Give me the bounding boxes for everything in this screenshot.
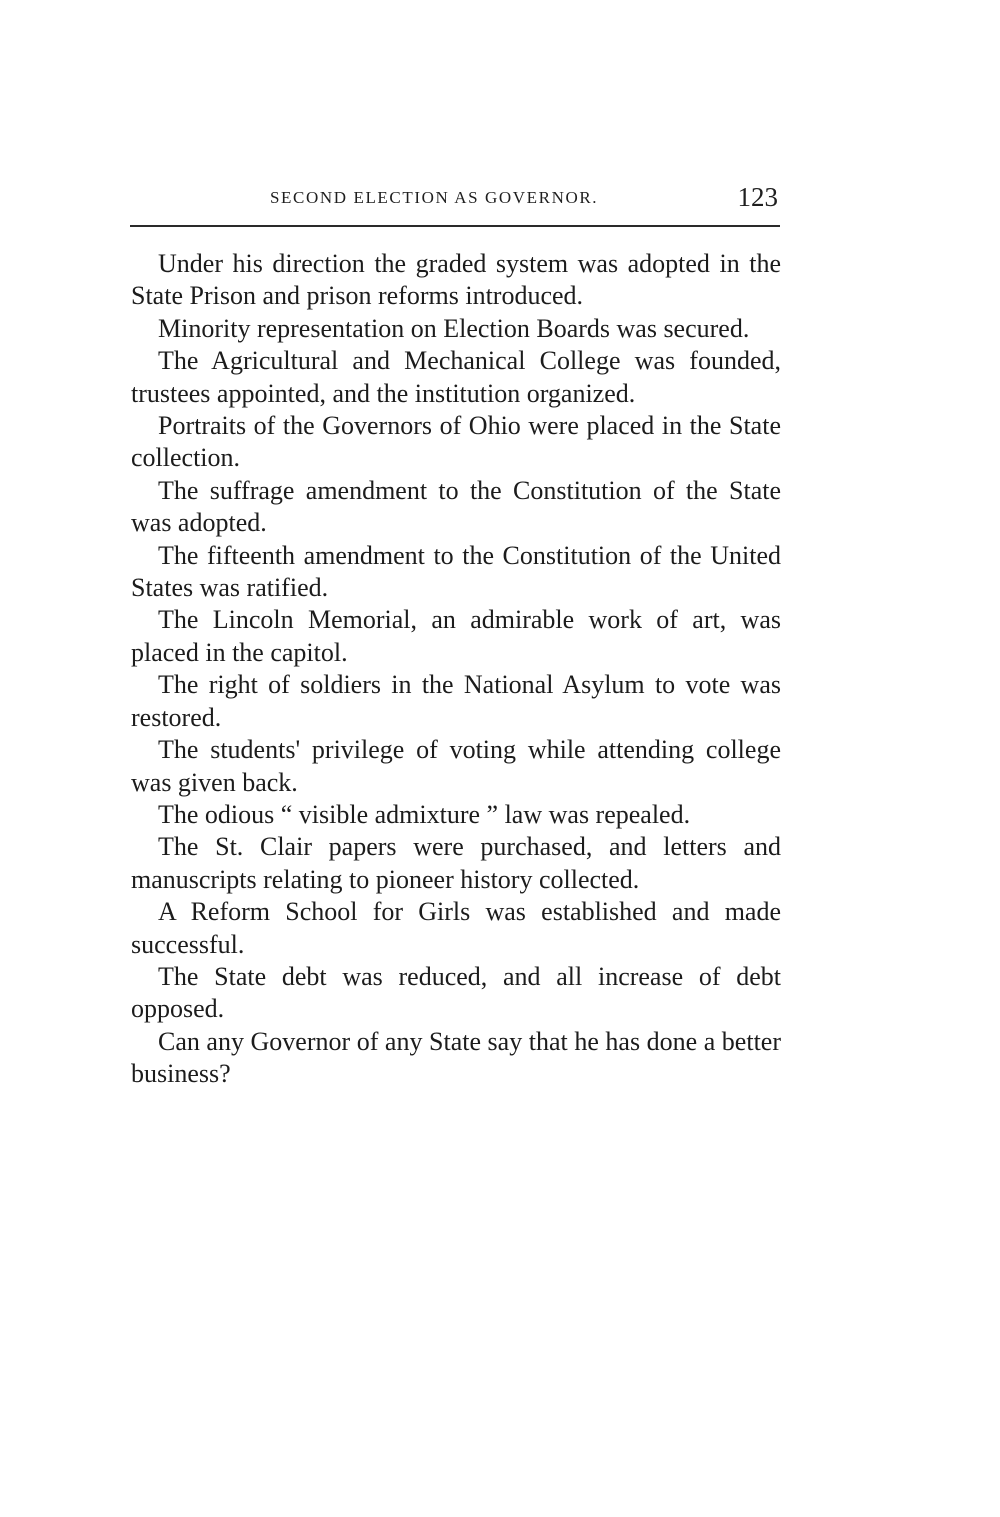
paragraph-lincoln-memorial: The Lincoln Memorial, an admirable work of art, was placed in the capitol. xyxy=(131,605,781,667)
paragraph-state-debt: The State debt was reduced, and all increase of debt opposed. xyxy=(131,961,781,1024)
paragraph-st-clair-papers: The St. Clair papers were purchased, and letters and manuscripts relating to pioneer history collected. xyxy=(131,832,781,894)
paragraph-agricultural-college: The Agricultural and Mechanical College was founded, trustees appointed, and the institution organized. xyxy=(131,346,781,408)
paragraph-fifteenth-amendment: The fifteenth amendment to the Constitution of the United States was ratified. xyxy=(131,540,781,603)
paragraph-reform-school: A Reform School for Girls was established and made successful. xyxy=(131,897,781,959)
body-text xyxy=(131,248,781,1091)
running-head xyxy=(130,182,780,222)
paragraph-minority-representation: Minority representation on Election Boards was secured. xyxy=(158,313,750,343)
page-number: 123 xyxy=(737,182,778,212)
paragraph-soldiers-vote: The right of soldiers in the National Asylum to vote was restored. xyxy=(131,670,781,732)
paragraph-students-voting: The students' privilege of voting while attending college was given back. xyxy=(131,735,781,797)
paragraph-governor-portraits: Portraits of the Governors of Ohio were placed in the State collection. xyxy=(131,411,781,473)
paragraph-prison-reform: Under his direction the graded system was adopted in the State Prison and prison reforms introduced. xyxy=(131,249,781,311)
paragraph-suffrage-amendment: The suffrage amendment to the Constitution of the State was adopted. xyxy=(131,475,781,538)
paragraph-admixture-law: The odious “ visible admixture ” law was repealed. xyxy=(158,799,691,829)
header-rule xyxy=(130,225,780,227)
running-title: SECOND ELECTION AS GOVERNOR. xyxy=(270,188,599,207)
paragraph-closing-question: Can any Governor of any State say that he has done a better business? xyxy=(131,1026,781,1089)
